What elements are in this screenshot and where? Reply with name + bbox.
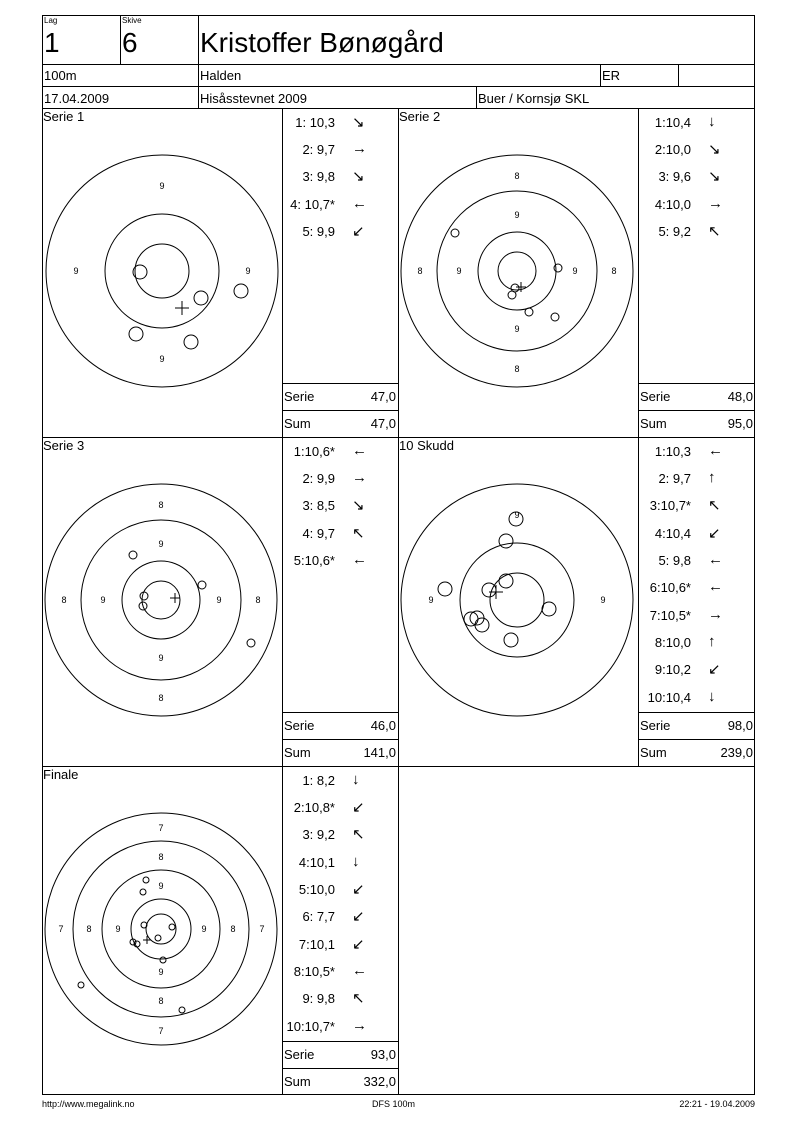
svg-text:8: 8 [611,266,617,276]
ten-shots-title: 10 Skudd [399,438,454,453]
direction-arrow-icon: ← [352,551,367,568]
center-cross [170,593,180,603]
svg-text:8: 8 [61,595,67,605]
shot-hole [551,313,559,321]
shot-hole [482,583,496,597]
svg-text:9: 9 [600,595,606,605]
serie2-sum-value: 95,0 [727,416,753,431]
direction-arrow-icon: ← [708,578,723,595]
direction-arrow-icon: ↖ [708,223,721,240]
range-name: Buer / Kornsjø SKL [478,91,590,106]
direction-arrow-icon: → [352,469,367,486]
serie3-serie-label: Serie [284,718,315,733]
svg-text:8: 8 [514,171,520,181]
svg-text:7: 7 [158,823,164,833]
shot-hole [499,534,513,548]
footer-center: DFS 100m [372,1099,416,1109]
svg-text:9: 9 [100,595,106,605]
shot-hole [160,957,166,963]
direction-arrow-icon: → [708,195,723,212]
direction-arrow-icon: ↙ [708,525,721,542]
shot-hole [140,889,146,895]
serie2-sum-label: Sum [640,416,667,431]
svg-text:7: 7 [158,1026,164,1036]
ten-shots-serie-value: 98,0 [727,718,753,733]
direction-arrow-icon: ↙ [352,936,365,953]
club: Halden [200,68,242,83]
shot-hole [247,639,255,647]
svg-text:9: 9 [428,595,434,605]
serie1-title: Serie 1 [43,109,85,124]
serie1-target [42,108,282,437]
svg-text:8: 8 [514,364,520,374]
serie3-target [42,437,282,766]
direction-arrow-icon: ↙ [352,881,365,898]
svg-text:8: 8 [158,693,164,703]
ten-shots-sum-value: 239,0 [720,745,753,760]
finale-target [42,766,282,1095]
svg-text:9: 9 [456,266,462,276]
ten-shots-serie-label: Serie [640,718,671,733]
skive-value: 6 [122,27,138,58]
direction-arrow-icon: ↘ [352,497,365,514]
class: ER [602,68,621,83]
direction-arrow-icon: → [352,140,367,157]
ten-shots-sum-label: Sum [640,745,667,760]
serie3-sum-value: 141,0 [363,745,396,760]
svg-text:9: 9 [572,266,578,276]
svg-text:9: 9 [158,967,164,977]
svg-text:9: 9 [201,924,207,934]
direction-arrow-icon: ↓ [352,771,360,788]
shot-hole [504,633,518,647]
svg-text:8: 8 [230,924,236,934]
serie3-sum-label: Sum [284,745,311,760]
shot-hole [140,592,148,600]
footer-url[interactable]: http://www.megalink.no [42,1099,135,1109]
serie2-serie-label: Serie [640,389,671,404]
direction-arrow-icon: ← [352,195,367,212]
svg-text:7: 7 [58,924,64,934]
shot-hole [184,335,198,349]
serie1-serie-label: Serie [284,389,315,404]
direction-arrow-icon: ↙ [708,661,721,678]
svg-text:8: 8 [255,595,261,605]
shot-hole [525,308,533,316]
svg-text:7: 7 [259,924,265,934]
direction-arrow-icon: ↘ [708,168,721,185]
direction-arrow-icon: ↙ [352,223,365,240]
shot-hole [78,982,84,988]
direction-arrow-icon: ↙ [352,799,365,816]
finale-title: Finale [43,767,79,782]
serie2-target [398,108,638,437]
serie3-serie-value: 46,0 [370,718,396,733]
lag-label: Lag [44,16,58,25]
finale-sum-label: Sum [284,1074,311,1089]
serie2-title: Serie 2 [399,109,441,124]
footer-timestamp: 22:21 - 19.04.2009 [679,1099,755,1109]
direction-arrow-icon: ↑ [708,633,716,650]
svg-text:9: 9 [158,881,164,891]
shot-hole [143,877,149,883]
direction-arrow-icon: ↘ [352,114,365,131]
direction-arrow-icon: ↘ [708,141,721,158]
ring-label: 9 [245,266,251,276]
svg-text:9: 9 [514,510,520,520]
shot-hole [169,924,175,930]
shot-hole [542,602,556,616]
skive-label: Skive [122,16,142,25]
serie1-serie-value: 47,0 [370,389,396,404]
shot-hole [194,291,208,305]
direction-arrow-icon: ← [352,442,367,459]
ring-label: 9 [159,181,165,191]
direction-arrow-icon: → [708,606,723,623]
svg-text:8: 8 [158,500,164,510]
shot-hole [499,574,513,588]
svg-text:9: 9 [158,653,164,663]
svg-text:8: 8 [158,852,164,862]
finale-serie-value: 93,0 [370,1047,396,1062]
svg-text:8: 8 [158,996,164,1006]
direction-arrow-icon: ↖ [708,497,721,514]
serie1-sum-label: Sum [284,416,311,431]
shot-hole [129,551,137,559]
ring-label: 9 [73,266,79,276]
svg-text:9: 9 [216,595,222,605]
svg-text:9: 9 [115,924,121,934]
ring-label: 9 [159,354,165,364]
direction-arrow-icon: ← [708,442,723,459]
finale-serie-label: Serie [284,1047,315,1062]
direction-arrow-icon: ← [708,551,723,568]
shot-hole [554,264,562,272]
direction-arrow-icon: ↖ [352,990,365,1007]
direction-arrow-icon: ← [352,962,367,979]
direction-arrow-icon: ↓ [352,853,360,870]
shot-hole [451,229,459,237]
lag-value: 1 [44,27,60,58]
direction-arrow-icon: → [352,1017,367,1034]
ten-shots-target [398,437,638,766]
shot-hole [198,581,206,589]
serie2-serie-value: 48,0 [727,389,753,404]
serie1-sum-value: 47,0 [370,416,396,431]
distance: 100m [44,68,77,83]
shot-hole [179,1007,185,1013]
direction-arrow-icon: ↓ [708,688,716,705]
finale-sum-value: 332,0 [363,1074,396,1089]
svg-text:9: 9 [514,210,520,220]
direction-arrow-icon: ↑ [708,469,716,486]
center-cross [143,936,151,944]
shot-hole [155,935,161,941]
date: 17.04.2009 [44,91,110,106]
direction-arrow-icon: ↓ [708,113,716,130]
direction-arrow-icon: ↖ [352,826,365,843]
event-name: Hisåsstevnet 2009 [200,91,307,106]
shot-hole [438,582,452,596]
direction-arrow-icon: ↙ [352,908,365,925]
svg-text:8: 8 [86,924,92,934]
shooter-name: Kristoffer Bønøgård [200,27,444,58]
serie3-title: Serie 3 [43,438,85,453]
svg-text:9: 9 [158,539,164,549]
shot-hole [129,327,143,341]
svg-text:8: 8 [417,266,423,276]
direction-arrow-icon: ↘ [352,168,365,185]
direction-arrow-icon: ↖ [352,525,365,542]
shot-hole [234,284,248,298]
center-cross [175,301,189,315]
shot-hole [511,284,519,292]
svg-text:9: 9 [514,324,520,334]
